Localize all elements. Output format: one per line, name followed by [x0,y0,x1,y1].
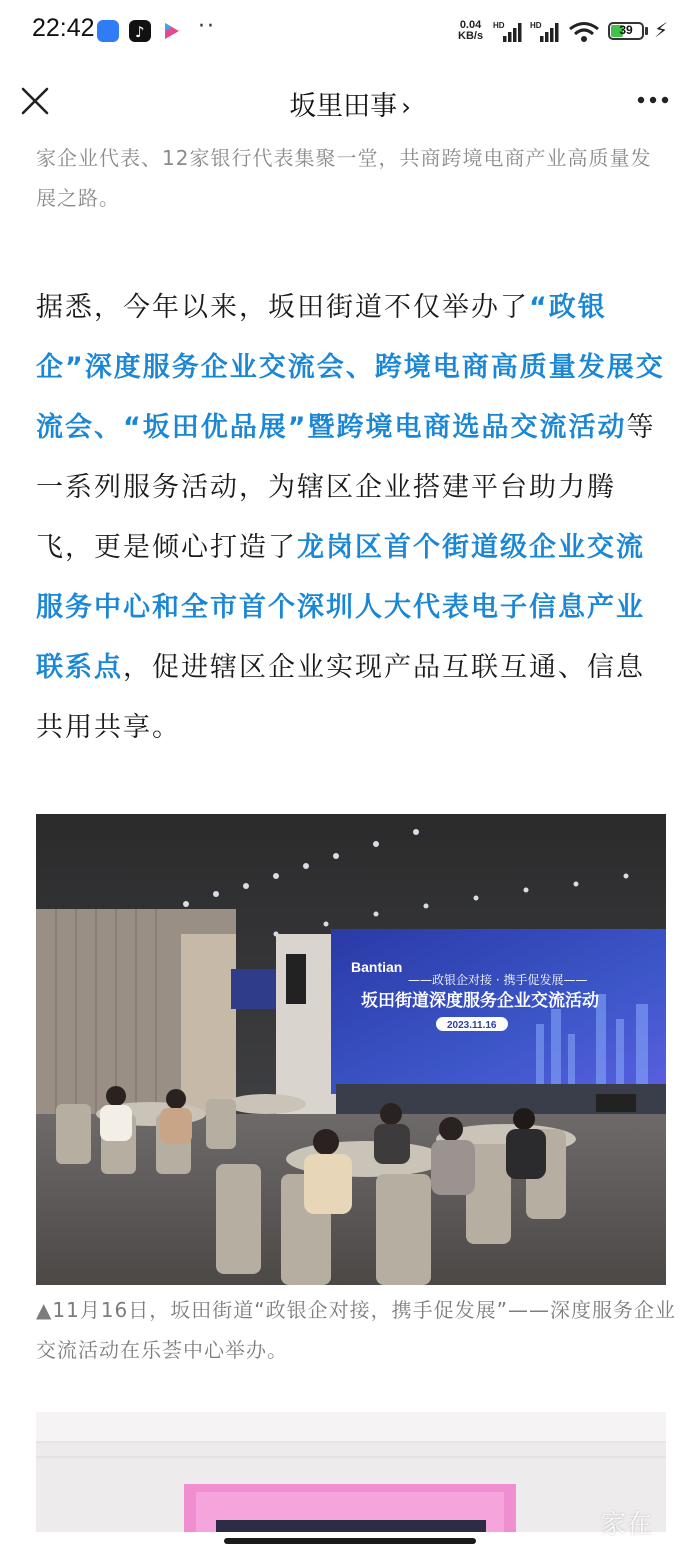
network-speed-value: 0.04 [459,19,482,31]
highlight-text-2: 龙岗区首个街道级企业交流服务中心和全市首个深圳人大代表电子信息产业联系点 [36,532,645,683]
body-text-2: 等一系列服务活动，为辖区企业搭建平台助力腾飞，更是倾心打造了 [36,412,656,563]
network-speed [458,20,483,42]
body-paragraph [36,278,666,758]
wifi-icon [568,20,600,44]
battery-icon [608,22,644,40]
intro-paragraph: 家企业代表、12家银行代表集聚一堂，共商跨境电商产业高质量发展之路。 [36,146,652,210]
nav-bar [0,64,700,142]
body-text-1: 据悉，今年以来，坂田街道不仅举办了 [36,292,529,323]
watermark-logo: 家在 [600,1510,653,1540]
event-photo[interactable] [36,814,666,1285]
du-app-icon [97,20,119,42]
status-bar [0,0,700,64]
status-time: 22:42 [32,14,95,42]
home-indicator[interactable] [224,1538,476,1544]
battery-percent: 39 [619,23,633,37]
account-title[interactable] [0,84,700,123]
more-options-icon[interactable] [636,90,670,110]
banner-date: 2023.11.16 [447,1020,497,1031]
signal-hd-label: HD [493,21,505,30]
network-speed-unit: KB/s [458,30,484,42]
video-play-icon [160,20,182,42]
signal-icon [493,20,527,44]
banner-title: 坂田街道深度服务企业交流活动 [361,991,599,1011]
account-name[interactable]: 坂里田事 [289,91,398,122]
article-content [36,138,666,758]
tiktok-icon [129,20,151,42]
charging-icon: ⚡ [654,18,669,42]
second-photo[interactable] [36,1412,666,1532]
body-text-3: ，促进辖区企业实现产品互联互通、信息共用共享。 [36,652,645,743]
signal-hd-label-2: HD [530,21,542,30]
more-notifications-icon: ·· [198,14,216,39]
highlight-text-1: “政银企”深度服务企业交流会、跨境电商高质量发展交流会、“坂田优品展”暨跨境电商选品交流活动 [36,292,665,443]
banner-slogan: ——政银企对接 · 携手促发展—— [408,973,588,987]
battery-cap [645,27,648,35]
banner-brand: Bantian [351,959,403,975]
chevron-right-icon[interactable]: › [401,93,411,121]
photo-caption: ▲11月16日，坂田街道“政银企对接，携手促发展”——深度服务企业交流活动在乐荟中心举办。 [36,1298,677,1362]
svg-text:♪: ♪ [135,23,145,41]
signal-icon-2 [530,20,564,44]
